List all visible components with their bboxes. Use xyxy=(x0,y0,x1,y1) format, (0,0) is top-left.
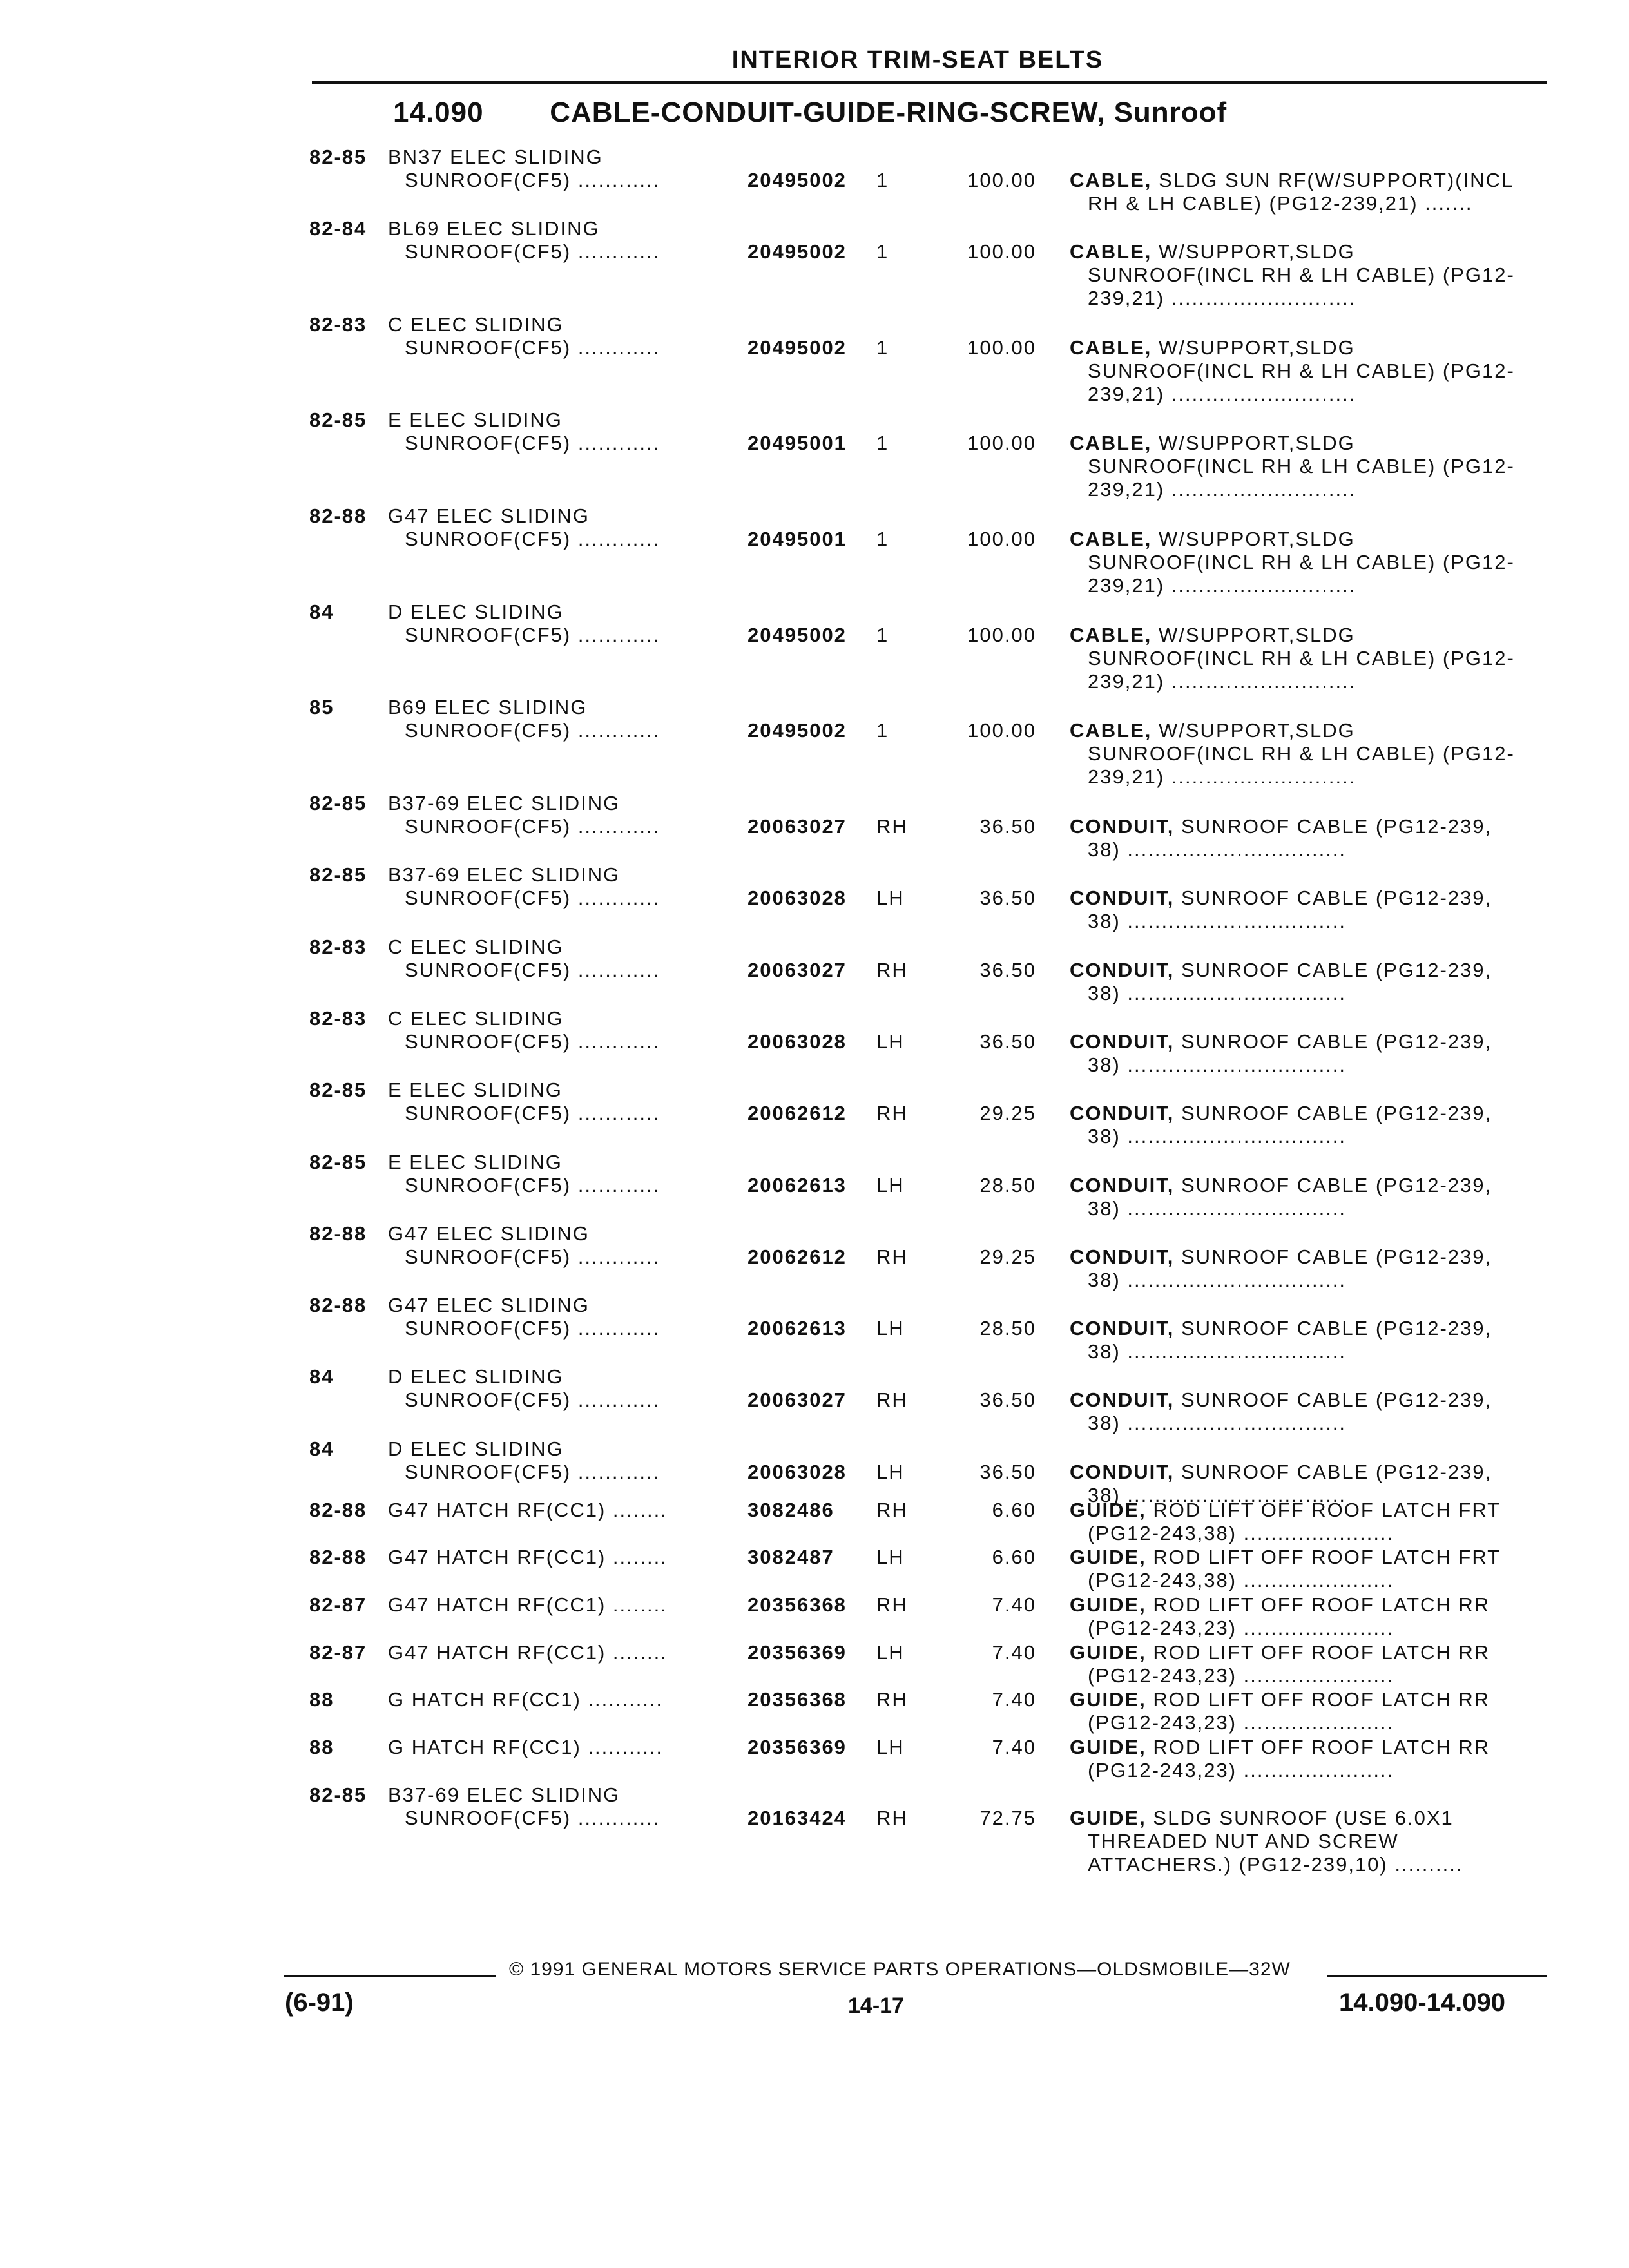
description-line: (PG12-243,23) ...................... xyxy=(1088,1759,1394,1782)
part-description xyxy=(1070,959,1534,1005)
list-price: 36.50 xyxy=(979,1461,1036,1483)
description-line: CONDUIT, SUNROOF CABLE (PG12-239, xyxy=(1070,1461,1492,1483)
part-description xyxy=(1070,1546,1534,1592)
model-option: SUNROOF(CF5) ............ xyxy=(405,240,660,263)
footer-section-range: 14.090-14.090 xyxy=(1339,1988,1506,2017)
description-line: GUIDE, ROD LIFT OFF ROOF LATCH FRT xyxy=(1070,1546,1501,1568)
description-line: CONDUIT, SUNROOF CABLE (PG12-239, xyxy=(1070,815,1492,838)
model-option: SUNROOF(CF5) ............ xyxy=(405,1389,660,1411)
model-year: 82-88 xyxy=(309,1294,367,1316)
description-line: CABLE, W/SUPPORT,SLDG xyxy=(1070,240,1355,263)
description-line: SUNROOF(INCL RH & LH CABLE) (PG12- xyxy=(1088,742,1515,765)
description-line: GUIDE, ROD LIFT OFF ROOF LATCH RR xyxy=(1070,1736,1490,1758)
footer-rule-left xyxy=(284,1975,496,1977)
model-option: SUNROOF(CF5) ............ xyxy=(405,1461,660,1483)
model-description: BN37 ELEC SLIDING xyxy=(388,146,603,168)
model-description: D ELEC SLIDING xyxy=(388,601,564,623)
description-line: 38) ................................ xyxy=(1088,1197,1347,1220)
quantity-side: LH xyxy=(876,1461,905,1483)
model-year: 82-85 xyxy=(309,408,367,431)
quantity-side: 1 xyxy=(876,528,889,550)
part-description xyxy=(1070,624,1534,693)
list-price: 6.60 xyxy=(992,1499,1036,1521)
description-line: 38) ................................ xyxy=(1088,1053,1347,1076)
model-year: 82-88 xyxy=(309,505,367,527)
quantity-side: RH xyxy=(876,1499,908,1521)
description-line: CONDUIT, SUNROOF CABLE (PG12-239, xyxy=(1070,1030,1492,1053)
quantity-side: 1 xyxy=(876,240,889,263)
list-price: 29.25 xyxy=(979,1102,1036,1124)
description-line: 38) ................................ xyxy=(1088,982,1347,1004)
part-number: 20163424 xyxy=(747,1807,847,1829)
part-description xyxy=(1070,887,1534,933)
list-price: 100.00 xyxy=(967,336,1036,359)
model-option: SUNROOF(CF5) ............ xyxy=(405,1807,660,1829)
description-line: (PG12-243,23) ...................... xyxy=(1088,1711,1394,1734)
part-number: 20495002 xyxy=(747,719,847,742)
part-number: 20062613 xyxy=(747,1317,847,1340)
model-year: 85 xyxy=(309,696,334,718)
description-line: GUIDE, ROD LIFT OFF ROOF LATCH RR xyxy=(1070,1641,1490,1664)
list-price: 6.60 xyxy=(992,1546,1036,1568)
list-price: 36.50 xyxy=(979,959,1036,981)
part-number: 20495002 xyxy=(747,240,847,263)
section-subtitle: Sunroof xyxy=(1113,97,1228,128)
model-year: 84 xyxy=(309,1365,334,1388)
footer-date: (6-91) xyxy=(285,1988,354,2017)
part-description xyxy=(1070,1245,1534,1292)
quantity-side: RH xyxy=(876,959,908,981)
model-description: B37-69 ELEC SLIDING xyxy=(388,1783,621,1806)
description-line: 239,21) ........................... xyxy=(1088,478,1356,501)
description-line: (PG12-243,23) ...................... xyxy=(1088,1664,1394,1687)
list-price: 28.50 xyxy=(979,1174,1036,1196)
model-option: SUNROOF(CF5) ............ xyxy=(405,528,660,550)
model-description: B37-69 ELEC SLIDING xyxy=(388,863,621,886)
part-number: 20062613 xyxy=(747,1174,847,1196)
model-description: G47 HATCH RF(CC1) ........ xyxy=(388,1499,668,1521)
model-year: 82-85 xyxy=(309,1079,367,1101)
model-year: 82-88 xyxy=(309,1546,367,1568)
part-number: 20495002 xyxy=(747,169,847,191)
part-description xyxy=(1070,1389,1534,1435)
model-year: 82-88 xyxy=(309,1222,367,1245)
part-number: 20495001 xyxy=(747,528,847,550)
description-line: 38) ................................ xyxy=(1088,1340,1347,1363)
part-number: 20356369 xyxy=(747,1736,847,1758)
description-line: 38) ................................ xyxy=(1088,838,1347,861)
quantity-side: 1 xyxy=(876,169,889,191)
part-description xyxy=(1070,432,1534,501)
model-option: SUNROOF(CF5) ............ xyxy=(405,1174,660,1196)
model-year: 88 xyxy=(309,1688,334,1711)
model-description: G HATCH RF(CC1) ........... xyxy=(388,1688,664,1711)
header-rule xyxy=(312,81,1547,84)
model-description: G HATCH RF(CC1) ........... xyxy=(388,1736,664,1758)
part-number: 20063027 xyxy=(747,959,847,981)
part-number: 20063027 xyxy=(747,1389,847,1411)
part-number: 3082486 xyxy=(747,1499,834,1521)
description-line: CABLE, W/SUPPORT,SLDG xyxy=(1070,528,1355,550)
model-description: E ELEC SLIDING xyxy=(388,408,563,431)
part-number: 20063028 xyxy=(747,1030,847,1053)
list-price: 100.00 xyxy=(967,624,1036,646)
quantity-side: 1 xyxy=(876,719,889,742)
model-option: SUNROOF(CF5) ............ xyxy=(405,815,660,838)
quantity-side: RH xyxy=(876,1389,908,1411)
description-line: GUIDE, ROD LIFT OFF ROOF LATCH RR xyxy=(1070,1688,1490,1711)
model-description: E ELEC SLIDING xyxy=(388,1151,563,1173)
model-year: 82-85 xyxy=(309,792,367,814)
description-line: 38) ................................ xyxy=(1088,1412,1347,1434)
description-line: 239,21) ........................... xyxy=(1088,574,1356,597)
part-description xyxy=(1070,169,1534,215)
part-number: 20356368 xyxy=(747,1593,847,1616)
model-option: SUNROOF(CF5) ............ xyxy=(405,336,660,359)
description-line: CONDUIT, SUNROOF CABLE (PG12-239, xyxy=(1070,887,1492,909)
quantity-side: RH xyxy=(876,1593,908,1616)
quantity-side: RH xyxy=(876,1807,908,1829)
description-line: GUIDE, SLDG SUNROOF (USE 6.0X1 xyxy=(1070,1807,1454,1829)
part-number: 20495001 xyxy=(747,432,847,454)
description-line: GUIDE, ROD LIFT OFF ROOF LATCH FRT xyxy=(1070,1499,1501,1521)
part-number: 20356368 xyxy=(747,1688,847,1711)
model-description: C ELEC SLIDING xyxy=(388,936,564,958)
description-line: (PG12-243,23) ...................... xyxy=(1088,1617,1394,1639)
model-description: G47 HATCH RF(CC1) ........ xyxy=(388,1641,668,1664)
model-year: 82-83 xyxy=(309,1007,367,1030)
model-year: 84 xyxy=(309,601,334,623)
description-line: SUNROOF(INCL RH & LH CABLE) (PG12- xyxy=(1088,360,1515,382)
section-heading xyxy=(393,97,1227,129)
part-description xyxy=(1070,1499,1534,1545)
description-line: RH & LH CABLE) (PG12-239,21) ....... xyxy=(1088,192,1473,215)
model-option: SUNROOF(CF5) ............ xyxy=(405,1102,660,1124)
model-year: 82-83 xyxy=(309,936,367,958)
part-description xyxy=(1070,1807,1534,1876)
model-year: 82-85 xyxy=(309,146,367,168)
part-description xyxy=(1070,1317,1534,1363)
list-price: 100.00 xyxy=(967,169,1036,191)
description-line: CONDUIT, SUNROOF CABLE (PG12-239, xyxy=(1070,1174,1492,1196)
description-line: ATTACHERS.) (PG12-239,10) .......... xyxy=(1088,1853,1463,1876)
description-line: 239,21) ........................... xyxy=(1088,287,1356,309)
model-description: B69 ELEC SLIDING xyxy=(388,696,588,718)
model-option: SUNROOF(CF5) ............ xyxy=(405,169,660,191)
quantity-side: LH xyxy=(876,1736,905,1758)
list-price: 29.25 xyxy=(979,1245,1036,1268)
model-description: E ELEC SLIDING xyxy=(388,1079,563,1101)
description-line: (PG12-243,38) ...................... xyxy=(1088,1522,1394,1544)
list-price: 72.75 xyxy=(979,1807,1036,1829)
part-number: 20062612 xyxy=(747,1245,847,1268)
description-line: 38) ................................ xyxy=(1088,1269,1347,1291)
model-description: BL69 ELEC SLIDING xyxy=(388,217,600,240)
part-description xyxy=(1070,336,1534,406)
part-description xyxy=(1070,1736,1534,1782)
model-option: SUNROOF(CF5) ............ xyxy=(405,719,660,742)
description-line: SUNROOF(INCL RH & LH CABLE) (PG12- xyxy=(1088,647,1515,669)
description-line: SUNROOF(INCL RH & LH CABLE) (PG12- xyxy=(1088,551,1515,573)
quantity-side: LH xyxy=(876,1174,905,1196)
part-description xyxy=(1070,1174,1534,1220)
description-line: (PG12-243,38) ...................... xyxy=(1088,1569,1394,1591)
model-option: SUNROOF(CF5) ............ xyxy=(405,624,660,646)
description-line: 38) ................................ xyxy=(1088,1125,1347,1148)
part-number: 20063028 xyxy=(747,1461,847,1483)
description-line: CABLE, W/SUPPORT,SLDG xyxy=(1070,336,1355,359)
description-line: 239,21) ........................... xyxy=(1088,383,1356,405)
description-line: CABLE, W/SUPPORT,SLDG xyxy=(1070,624,1355,646)
list-price: 7.40 xyxy=(992,1593,1036,1616)
part-description xyxy=(1070,1688,1534,1735)
model-year: 84 xyxy=(309,1437,334,1460)
description-line: GUIDE, ROD LIFT OFF ROOF LATCH RR xyxy=(1070,1593,1490,1616)
part-description xyxy=(1070,719,1534,789)
footer-page-number: 14-17 xyxy=(848,1994,904,2018)
model-description: C ELEC SLIDING xyxy=(388,313,564,336)
quantity-side: 1 xyxy=(876,624,889,646)
model-option: SUNROOF(CF5) ............ xyxy=(405,1030,660,1053)
model-option: SUNROOF(CF5) ............ xyxy=(405,1317,660,1340)
model-option: SUNROOF(CF5) ............ xyxy=(405,959,660,981)
list-price: 36.50 xyxy=(979,1389,1036,1411)
description-line: 239,21) ........................... xyxy=(1088,670,1356,693)
part-description xyxy=(1070,1102,1534,1148)
model-year: 82-87 xyxy=(309,1593,367,1616)
part-number: 20495002 xyxy=(747,336,847,359)
model-year: 88 xyxy=(309,1736,334,1758)
page-header-title: INTERIOR TRIM-SEAT BELTS xyxy=(731,46,1104,73)
model-description: G47 HATCH RF(CC1) ........ xyxy=(388,1546,668,1568)
quantity-side: 1 xyxy=(876,336,889,359)
part-description xyxy=(1070,815,1534,861)
part-number: 20495002 xyxy=(747,624,847,646)
list-price: 7.40 xyxy=(992,1736,1036,1758)
model-year: 82-88 xyxy=(309,1499,367,1521)
model-option: SUNROOF(CF5) ............ xyxy=(405,432,660,454)
list-price: 28.50 xyxy=(979,1317,1036,1340)
quantity-side: LH xyxy=(876,1317,905,1340)
description-line: CONDUIT, SUNROOF CABLE (PG12-239, xyxy=(1070,1102,1492,1124)
model-description: G47 ELEC SLIDING xyxy=(388,505,590,527)
part-description xyxy=(1070,1030,1534,1077)
part-description xyxy=(1070,1641,1534,1687)
model-year: 82-83 xyxy=(309,313,367,336)
model-description: G47 ELEC SLIDING xyxy=(388,1294,590,1316)
part-number: 20356369 xyxy=(747,1641,847,1664)
list-price: 36.50 xyxy=(979,815,1036,838)
description-line: 38) ................................ xyxy=(1088,1484,1347,1506)
description-line: CONDUIT, SUNROOF CABLE (PG12-239, xyxy=(1070,1317,1492,1340)
description-line: CABLE, W/SUPPORT,SLDG xyxy=(1070,432,1355,454)
quantity-side: LH xyxy=(876,1030,905,1053)
model-year: 82-85 xyxy=(309,1151,367,1173)
list-price: 100.00 xyxy=(967,528,1036,550)
part-number: 3082487 xyxy=(747,1546,834,1568)
part-number: 20062612 xyxy=(747,1102,847,1124)
list-price: 36.50 xyxy=(979,1030,1036,1053)
list-price: 7.40 xyxy=(992,1688,1036,1711)
model-year: 82-85 xyxy=(309,1783,367,1806)
model-description: B37-69 ELEC SLIDING xyxy=(388,792,621,814)
description-line: 239,21) ........................... xyxy=(1088,765,1356,788)
description-line: CONDUIT, SUNROOF CABLE (PG12-239, xyxy=(1070,1389,1492,1411)
model-description: D ELEC SLIDING xyxy=(388,1365,564,1388)
quantity-side: LH xyxy=(876,1546,905,1568)
quantity-side: RH xyxy=(876,1102,908,1124)
quantity-side: RH xyxy=(876,1688,908,1711)
description-line: THREADED NUT AND SCREW xyxy=(1088,1830,1399,1852)
description-line: 38) ................................ xyxy=(1088,910,1347,932)
quantity-side: LH xyxy=(876,1641,905,1664)
model-year: 82-87 xyxy=(309,1641,367,1664)
quantity-side: 1 xyxy=(876,432,889,454)
description-line: CONDUIT, SUNROOF CABLE (PG12-239, xyxy=(1070,1245,1492,1268)
description-line: CONDUIT, SUNROOF CABLE (PG12-239, xyxy=(1070,959,1492,981)
list-price: 100.00 xyxy=(967,240,1036,263)
part-description xyxy=(1070,240,1534,310)
quantity-side: RH xyxy=(876,1245,908,1268)
model-option: SUNROOF(CF5) ............ xyxy=(405,887,660,909)
list-price: 100.00 xyxy=(967,719,1036,742)
model-description: G47 HATCH RF(CC1) ........ xyxy=(388,1593,668,1616)
footer-copyright: © 1991 GENERAL MOTORS SERVICE PARTS OPERATIONS—OLDSMOBILE—32W xyxy=(509,1959,1291,1980)
list-price: 7.40 xyxy=(992,1641,1036,1664)
part-number: 20063028 xyxy=(747,887,847,909)
list-price: 36.50 xyxy=(979,887,1036,909)
footer-rule-right xyxy=(1327,1975,1547,1977)
model-description: D ELEC SLIDING xyxy=(388,1437,564,1460)
model-year: 82-85 xyxy=(309,863,367,886)
part-description xyxy=(1070,1593,1534,1640)
model-option: SUNROOF(CF5) ............ xyxy=(405,1245,660,1268)
description-line: CABLE, W/SUPPORT,SLDG xyxy=(1070,719,1355,742)
list-price: 100.00 xyxy=(967,432,1036,454)
model-year: 82-84 xyxy=(309,217,367,240)
section-number: 14.090 xyxy=(393,97,484,128)
model-description: G47 ELEC SLIDING xyxy=(388,1222,590,1245)
description-line: SUNROOF(INCL RH & LH CABLE) (PG12- xyxy=(1088,264,1515,286)
description-line: CABLE, SLDG SUN RF(W/SUPPORT)(INCL xyxy=(1070,169,1514,191)
part-number: 20063027 xyxy=(747,815,847,838)
description-line: SUNROOF(INCL RH & LH CABLE) (PG12- xyxy=(1088,455,1515,477)
quantity-side: LH xyxy=(876,887,905,909)
model-description: C ELEC SLIDING xyxy=(388,1007,564,1030)
section-title: CABLE-CONDUIT-GUIDE-RING-SCREW, xyxy=(550,97,1106,128)
quantity-side: RH xyxy=(876,815,908,838)
part-description xyxy=(1070,528,1534,597)
